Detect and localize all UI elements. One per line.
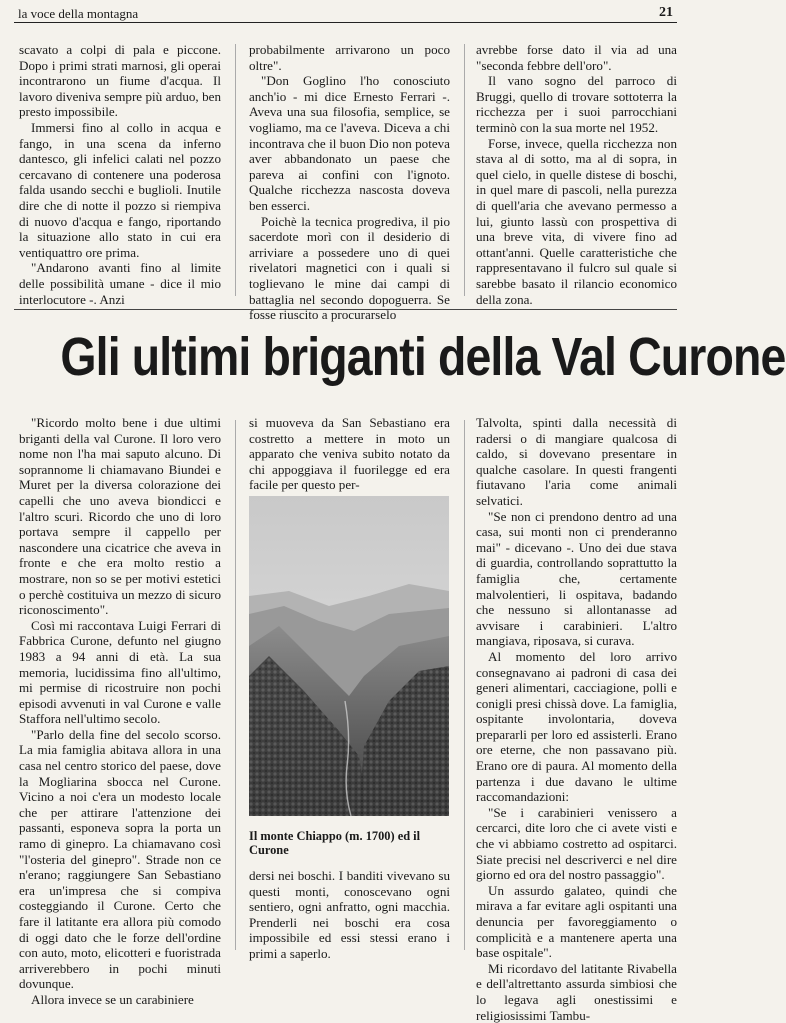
paragraph: Immersi fino al collo in acqua e fango, in una scena da inferno dantesco, gli infelici calati nel pozzo cercavano di contenere una poderosa falda usando secchi e buglioli. Inutile dire che di notte il pozzo si riempiva di nuovo d'acqua e fango, riportando la situazione allo stato in cui era ventiquattro ore prima.	[19, 119, 221, 260]
paragraph: Così mi raccontava Luigi Ferrari di Fabbrica Curone, defunto nel giugno 1983 a 94 anni di età. La sua memoria, lucidissima fino all'ultimo, mi permise di ricostruire non pochi episodi avvenuti in val Curone e valle Staffora nell'ultimo secolo.	[19, 617, 221, 727]
paragraph: Talvolta, spinti dalla necessità di radersi o di mangiare qualcosa di caldo, si dovevano presentare in qualche casolare. In questi frangenti fiutavano l'aria come animali selvatici.	[476, 415, 677, 508]
paragraph: si muoveva da San Sebastiano era costretto a mettere in moto un apparato che veniva subito notato da chi appoggiava il fuorilegge ed era facile per questo per-	[249, 415, 450, 493]
publication-name: la voce della montagna	[18, 6, 139, 21]
photo-caption: Il monte Chiappo (m. 1700) ed il Curone	[249, 829, 421, 858]
paragraph: Forse, invece, quella ricchezza non stava al di sotto, ma al di sopra, in quel cielo, in quelle distese di boschi, in quel mare di pascoli, nella purezza di quell'aria che avevano permesso a lui, giunto lassù con prospettiva di una breve vita, di vivere fino ad ottant'anni. Quelle caratteristiche che rappresentavano il fulcro sul quale si sarebbe basato il rilancio economico della zona.	[476, 135, 677, 307]
column-divider	[464, 44, 465, 296]
paragraph: "Andarono avanti fino al limite delle possibilità umane - dice il mio interlocutore -. Anzi	[19, 260, 221, 307]
paragraph: Un assurdo galateo, quindi che mirava a far evitare agli ospitanti una denuncia per favoreggiamento o complicità e a mantenere aperta una base ospitale".	[476, 882, 677, 961]
paragraph: Allora invece se un carabiniere	[31, 991, 194, 1007]
article-column-1	[19, 415, 221, 1007]
column-divider	[464, 420, 465, 950]
running-header	[14, 4, 677, 23]
column-divider	[235, 44, 236, 296]
paragraph: "Ricordo molto bene i due ultimi briganti della val Curone. Il loro vero nome non l'ha mai saputo alcuno. Di soprannome li chiamavano Biundei e Muret per la diversa colorazione dei capelli che uno aveva biondicci e l'altro scuri. Ricordo che uno di loro portava sempre il cappello per nascondere una cicatrice che aveva in fronte e che era molto restio a mostrare, non so se per motivi estetici o perchè costituiva un mezzo di sicuro riconoscimento".	[19, 415, 221, 618]
paragraph: Poichè la tecnica progrediva, il pio sacerdote morì con il desiderio di arriviare a possedere uno di quei rivelatori magnetici con i quali si toglievano le mine dai campi di battaglia nel secondo dopoguerra. Se fosse riuscito a procurarselo	[249, 213, 450, 323]
article-headline: Gli ultimi briganti della Val Curone	[60, 327, 786, 387]
section-divider	[14, 309, 677, 310]
paragraph: dersi nei boschi. I banditi vivevano su questi monti, conoscevano ogni sentiero, ogni anfratto, ogni macchia. Prenderli nei boschi era cosa impossibile ed essi stessi erano i primi a saperlo.	[249, 868, 450, 961]
article-column-2-bottom	[249, 868, 450, 962]
paragraph: "Se non ci prendono dentro ad una casa, sui monti non ci prenderanno mai" - dicevano -. Uno dei due stava di guardia, controllando soprattutto la famiglia che, certamente malvolentieri, li ospitava, badando che nessuno si allontanasse ad avvisare i carabinieri. L'altro mangiava, riposava, si curava.	[476, 508, 677, 649]
mountain-photo	[249, 496, 449, 816]
paragraph: "Parlo della fine del secolo scorso. La mia famiglia abitava allora in una casa nel centro storico del paese, dove la Mogliarina sbocca nel Curone. Vicino a noi c'era un modesto locale che per attirare l'attenzione dei passanti, esponeva sopra la porta un ramo di ginepro. La chiamavano così "l'osteria del ginepro". Strade non ce n'erano; raggiungere San Sebastiano era un'impresa che si compiva costeggiando il Curone. Certo che fare il latitante era allora più comodo di oggi dato che le forze dell'ordine con auto, moto, elicotteri e fuoristrada arriverebbero in pochi minuti dovunque.	[19, 726, 221, 992]
paragraph: Il vano sogno del parroco di Bruggi, quello di trovare sottoterra la ricchezza per i suoi parrocchiani terminò con la sua morte nel 1952.	[476, 73, 677, 135]
paragraph: avrebbe forse dato il via ad una "seconda febbre dell'oro".	[476, 42, 677, 73]
paragraph: "Don Goglino l'ho conosciuto anch'io - mi dice Ernesto Ferrari -. Aveva una sua filosofia, semplice, se vogliamo, ma ce l'aveva. Diceva a chi incontrava che il buon Dio non poteva aver abbandonato un paese che pareva ai confini con l'ignoto. Qualche ricchezza nascosta doveva ben esserci.	[249, 73, 450, 213]
top-column-2	[249, 42, 450, 323]
paragraph: Mi ricordavo del latitante Rivabella e dell'altrettanto assurda simbiosi che lo legava agli onestissimi e religiosissimi Tambu-	[476, 960, 677, 1023]
paragraph: scavato a colpi di pala e piccone. Dopo i primi strati marnosi, gli operai incontrarono un fiume d'acqua. Il lavoro diveniva sempre più arduo, ben presto impossibile.	[19, 42, 221, 120]
page-number: 21	[659, 5, 673, 20]
top-column-1	[19, 42, 221, 307]
article-column-3	[476, 415, 677, 1023]
paragraph: Al momento del loro arrivo consegnavano ai padroni di casa dei generi alimentari, cacciagione, polli e conigli presi chissà dove. La famiglia, ospitante involontaria, doveva prepararli per loro ed assisterli. Erano ore eterne, che non passavano più. Erano ore di paura. Al momento della partenza i due davano le ultime raccomandazioni:	[476, 648, 677, 805]
article-column-2-top	[249, 415, 450, 493]
top-column-3	[476, 42, 677, 307]
column-divider	[235, 420, 236, 950]
paragraph: probabilmente arrivarono un poco oltre".	[249, 42, 450, 73]
paragraph: "Se i carabinieri venissero a cercarci, dite loro che ci avete visti e che vi abbiamo costretto ad ospitarci. Siate precisi nel descriverci e nel dire giorno ed ora del nostro passaggio".	[476, 804, 677, 883]
